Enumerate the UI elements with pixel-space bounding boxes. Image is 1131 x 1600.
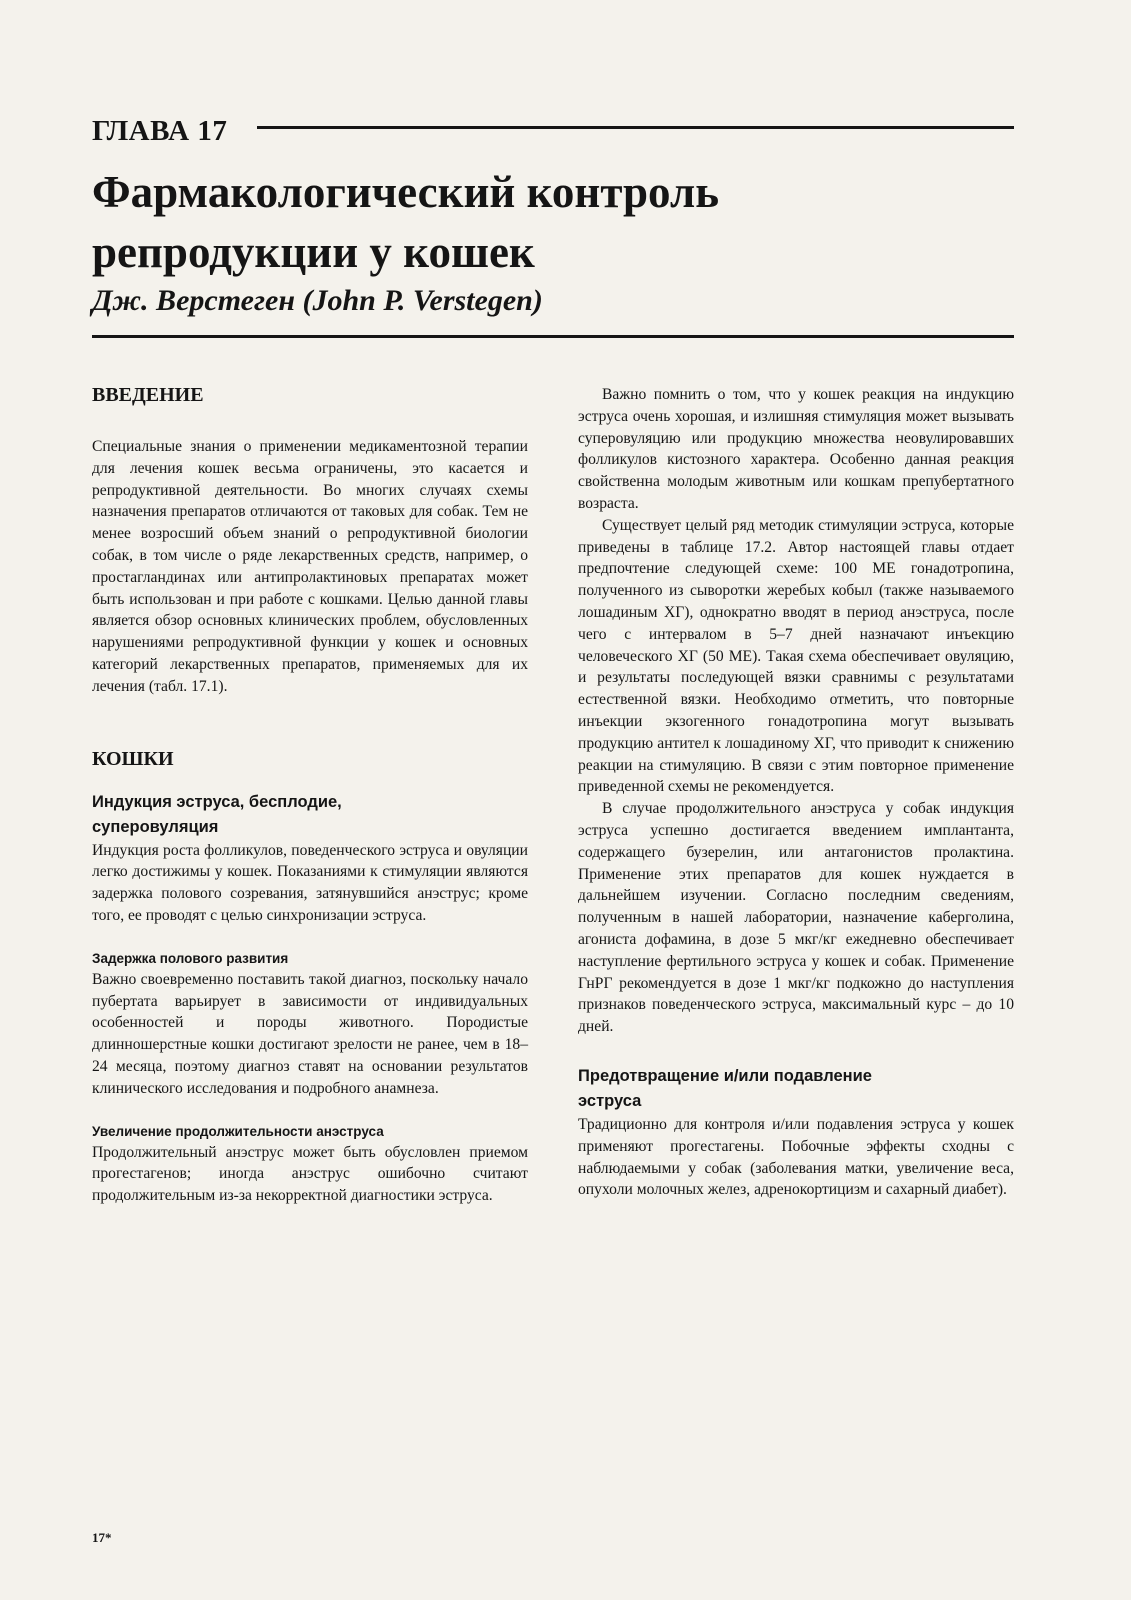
page-title — [92, 162, 992, 282]
anestrus-text: Продолжительный анэструс может быть обусловлен приемом прогестагенов; иногда анэструс ошибочно считают продолжительным из-за некорректной диагностики эструса. — [92, 1143, 528, 1205]
paragraph-1: Важно помнить о том, что у кошек реакция на индукцию эструса очень хорошая, и излишняя стимуляция может вызывать суперовуляцию или продукцию множества неовулировавших фолликулов кистозного характера. Особенно данная реакция свойственна молодым животным или кошкам препубертатного возраста. — [578, 386, 1014, 512]
left-column — [92, 384, 528, 1207]
cats-heading: КОШКИ — [92, 747, 174, 770]
title-line-1: Фармакологический контроль — [92, 167, 719, 217]
paragraph-3: В случае продолжительного анэструса у собак индукция эструса успешно достигается введением имплантанта, содержащего бузерелин, или антагонистов пролактина. Применение этих препаратов для кошек нуждается в дальнейшем изучении. Согласно последним сведениям, полученным в нашей лаборатории, назначение каберголина, агониста дофамина, в дозе 5 мкг/кг ежедневно обеспечивает наступление фертильного эструса у кошек и собак. Применение ГнРГ рекомендуется в дозе 1 мкг/кг подкожно до наступления признаков поведенческого эструса, максимальный курс – до 10 дней. — [578, 800, 1014, 1036]
induction-heading: Индукция эструса, бесплодие, суперовуляция — [92, 792, 342, 836]
prevent-text: Традиционно для контроля и/или подавления эструса у кошек применяют прогестагены. Побочные эффекты сходны с наблюдаемыми у собак (заболевания матки, увеличение веса, опухоли молочных желез, адренокортицизм и сахарный диабет). — [578, 1115, 1014, 1199]
page-number: 17* — [92, 1530, 112, 1545]
chapter-header — [92, 114, 1014, 148]
anestrus-heading: Увеличение продолжительности анэструса — [92, 1123, 384, 1139]
induction-text: Индукция роста фолликулов, поведенческого эструса и овуляции легко достижимы у кошек. Показаниями к стимуляции являются задержка полового созревания, затянувшийся анэструс; кроме того, ее проводят с целью синхронизации эструса. — [92, 841, 528, 924]
chapter-label: ГЛАВА 17 — [92, 115, 228, 147]
title-line-2: репродукции у кошек — [92, 227, 535, 277]
intro-heading: ВВЕДЕНИЕ — [92, 384, 204, 406]
prevent-heading: Предотвращение и/или подавление эструса — [578, 1066, 872, 1110]
chapter-rule — [257, 126, 1014, 129]
intro-text: Специальные знания о применении медикаментозной терапии для лечения кошек весьма ограничены, это касается и репродуктивной деятельности. Во многих случаях схемы назначения препаратов отличаются от таковых для собак. Тем не менее возросший объем знаний о репродуктивной биологии собак, в том числе о ряде лекарственных средств, например, о простагландинах или антипролактиновых препаратах может быть использован и при работе с кошками. Целью данной главы является обзор основных клинических проблем, обусловленных нарушениями репродуктивной функции у кошек и основных категорий лекарственных препаратов, применяемых для их лечения (табл. 17.1). — [92, 438, 528, 695]
header-rule — [92, 335, 1014, 338]
delay-heading: Задержка полового развития — [92, 950, 289, 966]
author: Дж. Верстеген (John P. Verstegen) — [92, 284, 543, 317]
delay-text: Важно своевременно поставить такой диагноз, поскольку начало пубертата варьирует в зависимости от индивидуальных особенностей и породы животного. Породистые длинношерстные кошки достигают зрелости не ранее, чем в 18–24 месяца, поэтому диагноз ставят на основании результатов клинического исследования и подробного анамнеза. — [92, 970, 528, 1097]
right-column — [578, 384, 1014, 1201]
paragraph-2: Существует целый ряд методик стимуляции эструса, которые приведены в таблице 17.2. Автор настоящей главы отдает предпочтение следующей схеме: 100 МЕ гонадотропина, полученного из сыворотки жеребых кобыл (также называемого лошадиным ХГ), однократно вводят в период анэструса, после чего с интервалом в 5–7 дней назначают инъекцию человеческого ХГ (50 МЕ). Такая схема обеспечивает овуляцию, и результаты последующей вязки сравнимы с результатами естественной вязки. Необходимо отметить, что повторные инъекции экзогенного гонадотропина могут вызывать продукцию антител к лошадиному ХГ, что приводит к снижению реакции на стимуляцию. В связи с этим повторное применение приведенной схемы не рекомендуется. — [578, 516, 1014, 796]
